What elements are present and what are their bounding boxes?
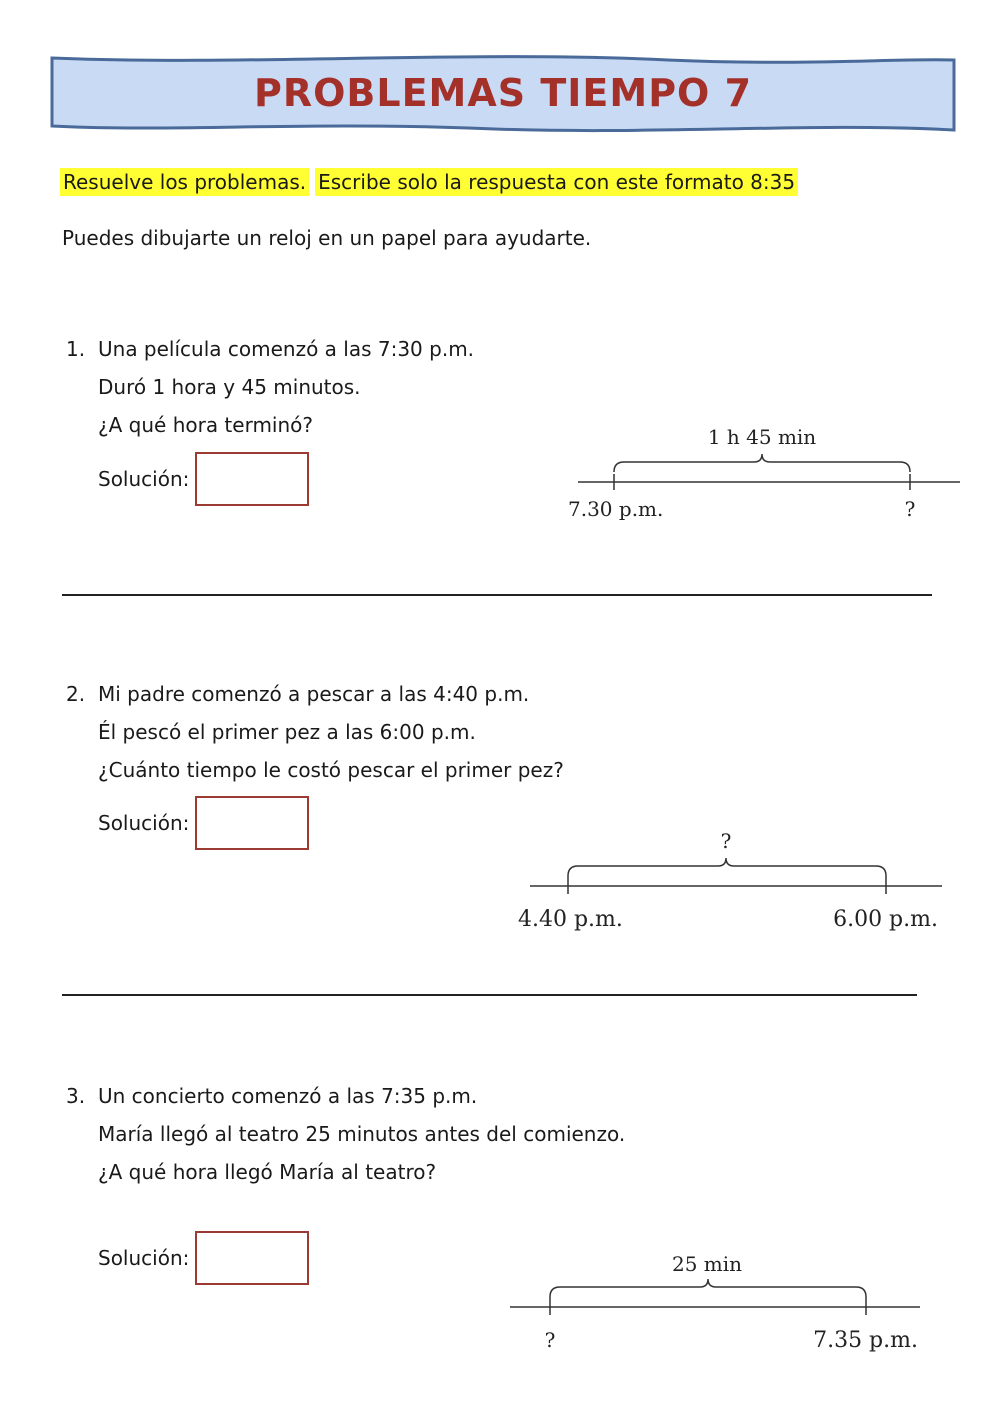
title-banner	[48, 52, 958, 134]
separator-line	[62, 994, 917, 996]
end-label: 7.35 p.m.	[813, 1328, 918, 1353]
solution-row-3	[98, 1231, 309, 1285]
instruction-highlight-1: Resuelve los problemas.	[60, 168, 309, 196]
solution-label: Solución:	[98, 1246, 190, 1270]
problem-1	[66, 330, 474, 444]
instruction-highlight-2: Escribe solo la respuesta con este formato 8:35	[315, 168, 798, 196]
problem-number: 3.	[66, 1084, 86, 1108]
timeline-2	[510, 822, 950, 946]
problem-line: ¿A qué hora llegó María al teatro?	[98, 1160, 437, 1184]
separator-line	[62, 594, 932, 596]
solution-row-2	[98, 796, 309, 850]
start-label: 4.40 p.m.	[518, 907, 623, 932]
problem-2	[66, 675, 564, 789]
instruction-note: Puedes dibujarte un reloj en un papel para ayudarte.	[62, 226, 592, 250]
problem-3	[66, 1077, 625, 1191]
end-label: 6.00 p.m.	[833, 907, 938, 932]
instructions	[60, 170, 798, 194]
problem-line: Él pescó el primer pez a las 6:00 p.m.	[98, 720, 476, 744]
problem-line: Duró 1 hora y 45 minutos.	[98, 375, 361, 399]
end-label: ?	[904, 497, 916, 521]
span-label: 25 min	[671, 1252, 743, 1276]
solution-label: Solución:	[98, 811, 190, 835]
problem-number: 2.	[66, 682, 86, 706]
start-label: 7.30 p.m.	[568, 497, 664, 521]
problem-line: Una película comenzó a las 7:30 p.m.	[98, 337, 475, 361]
solution-row-1	[98, 452, 309, 506]
answer-input-2[interactable]	[195, 796, 309, 850]
timeline-brace	[568, 858, 886, 876]
problem-line: Un concierto comenzó a las 7:35 p.m.	[98, 1084, 478, 1108]
timeline-1	[560, 420, 970, 534]
answer-input-1[interactable]	[195, 452, 309, 506]
problem-line: ¿A qué hora terminó?	[98, 413, 314, 437]
problem-line: María llegó al teatro 25 minutos antes del comienzo.	[98, 1122, 626, 1146]
timeline-brace	[550, 1279, 866, 1297]
solution-label: Solución:	[98, 467, 190, 491]
answer-input-3[interactable]	[195, 1231, 309, 1285]
timeline-brace	[614, 454, 910, 472]
start-label: ?	[544, 1328, 556, 1352]
span-label: ?	[720, 829, 732, 853]
span-label: 1 h 45 min	[707, 425, 817, 449]
problem-line: Mi padre comenzó a pescar a las 4:40 p.m.	[98, 682, 530, 706]
page-title: PROBLEMAS TIEMPO 7	[253, 71, 753, 115]
problem-line: ¿Cuánto tiempo le costó pescar el primer pez?	[98, 758, 564, 782]
problem-number: 1.	[66, 337, 86, 361]
timeline-3	[500, 1245, 930, 1364]
